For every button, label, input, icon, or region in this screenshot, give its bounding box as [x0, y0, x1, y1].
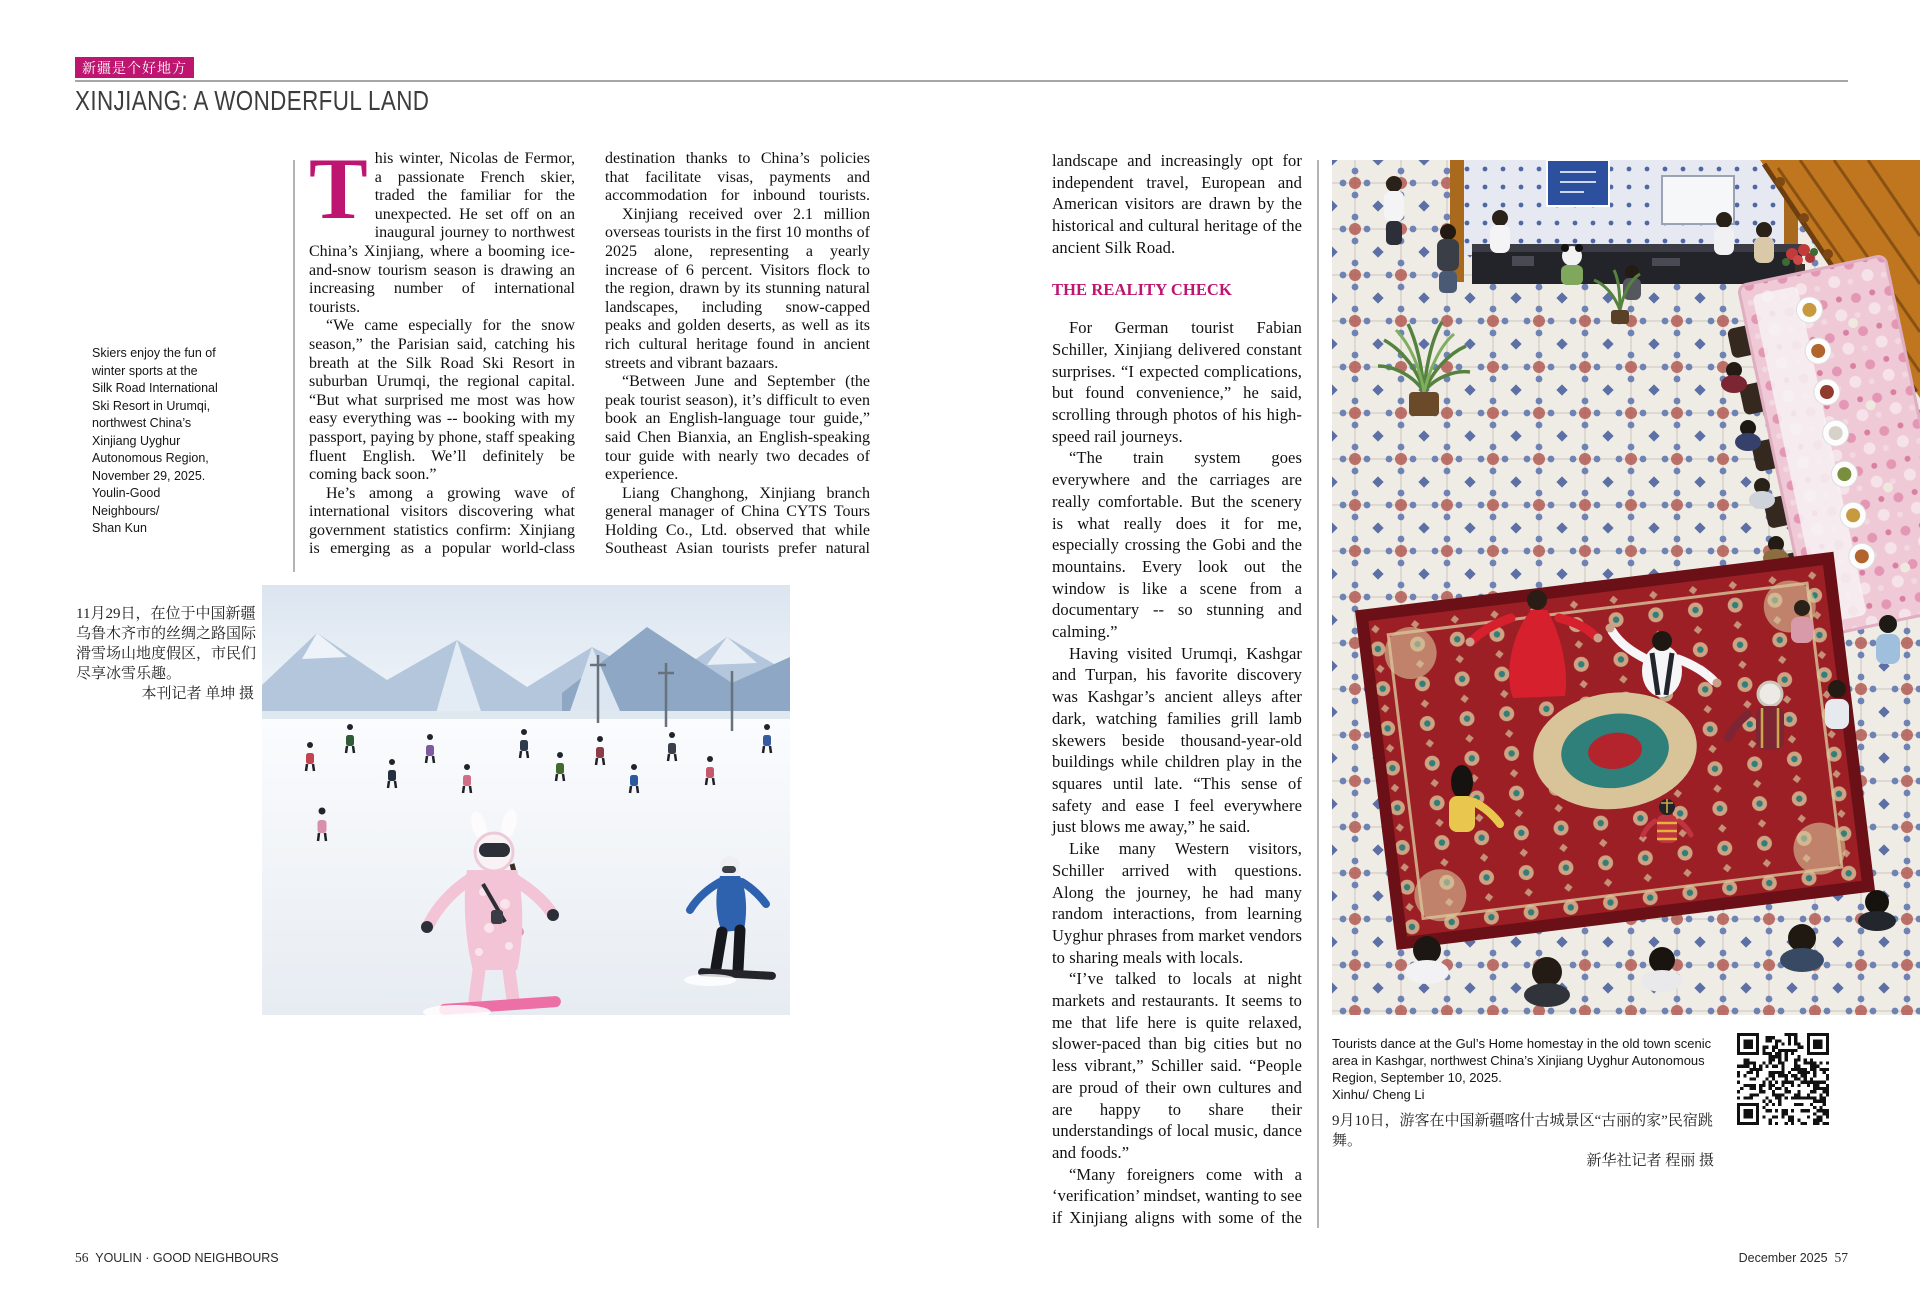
top-rule: [75, 80, 1848, 82]
ski-caption-en-block: [92, 345, 220, 538]
dance-caption-zh: 9月10日，游客在中国新疆喀什古城景区“古丽的家”民宿跳舞。: [1332, 1113, 1713, 1149]
page-number-left: 56: [75, 1250, 89, 1265]
paragraph: “We came especially for the snow season,” the Parisian said, catching his breath at the Silk Road Ski Resort in suburban Urumqi, the regional capital. “But what surprised me most was how easy everything was -- booking with my passport, paying by phone, staff speaking fluent English. We’ll definitely be coming back soon.”: [309, 317, 575, 484]
column-rule-left: [293, 160, 295, 572]
footer-left: [75, 1250, 279, 1266]
ski-photo: [262, 585, 790, 1015]
column-3: [1052, 150, 1302, 1229]
paragraph: This winter, Nicolas de Fermor, a passionate French skier, traded the familiar for the unexpected. He set off on an inaugural journey to northwest China’s Xinjiang, where a booming ice-and-snow tourism season is drawing an increasing number of international tourists.: [309, 141, 575, 316]
paragraph: He’s among a growing wave of international visitors discovering what government statistics confirm: Xinjiang is emerging as a popular world-class: [309, 484, 575, 558]
column-1: [309, 141, 575, 559]
page-title: XINJIANG: A WONDERFUL LAND: [75, 85, 430, 116]
column-rule-right: [1317, 160, 1319, 1228]
page-number-right: 57: [1834, 1250, 1848, 1265]
paragraph: “Between June and September (the peak tourist season), it’s difficult to even book an English-language tour guide,” said Chen Bianxia, an English-speaking tour guide with nearly two decades of experience.: [605, 373, 870, 484]
paragraph: “I’ve talked to locals at night markets and restaurants. It seems to me that life here is quite relaxed, slower-paced than big cities but no less vibrant,” Schiller said. “People are proud of their own cultures and are happy to share their understandings of local music, dance and foods.”: [1052, 969, 1302, 1162]
paragraph: landscape and increasingly opt for independent travel, European and American visitors are drawn by the historical and cultural heritage of the ancient Silk Road.: [1052, 151, 1302, 257]
ski-caption-credit-1: Youlin-Good Neighbours/: [92, 486, 161, 518]
ski-caption-en: Skiers enjoy the fun of winter sports at the Silk Road International Ski Resort in Urumqi, northwest China’s Xinjiang Uyghur Autonomous Region, November 29, 2025.: [92, 346, 218, 483]
subhead-reality-check: THE REALITY CHECK: [1052, 279, 1232, 299]
paragraph: “The train system goes everywhere and the carriages are really comfortable. But the scenery is what really does it for me, especially crossing the Gobi and the mountains. Every look out the window is like a scene from a documentary -- so stunning and calming.”: [1052, 448, 1302, 642]
dance-caption-en: Tourists dance at the Gul’s Home homestay in the old town scenic area in Kashgar, northwest China’s Xinjiang Uyghur Autonomous Region, September 10, 2025.: [1332, 1036, 1712, 1085]
paragraph: Having visited Urumqi, Kashgar and Turpan, his favorite discovery was Kashgar’s ancient alleys after dark, watching families grill lamb skewers beside thousand-year-old buildings while children play in the squares until late. “This sense of safety and ease I feel everywhere just blows me away,” he said.: [1052, 643, 1302, 837]
paragraph: destination thanks to China’s policies that facilitate visas, payments and accommodation for inbound tourists.: [605, 150, 870, 205]
paragraph: “Many foreigners come with a ‘verification’ mindset, wanting to see if Xinjiang aligns with some of the: [1052, 1164, 1302, 1228]
paragraph: Like many Western visitors, Schiller arrived with questions. Along the journey, he had many random interactions, from learning Uyghur phrases from market vendors to sharing meals with locals.: [1052, 839, 1302, 967]
dance-caption-credit: Xinhu/ Cheng Li: [1332, 1087, 1425, 1102]
ski-caption-zh: 11月29日，在位于中国新疆乌鲁木齐市的丝绸之路国际滑雪场山地度假区，市民们尽享冰雪乐趣。: [76, 606, 257, 682]
drop-cap: T: [309, 141, 368, 238]
dance-caption-block: [1332, 1035, 1724, 1171]
footer-right: [1739, 1250, 1848, 1266]
column-2: [605, 150, 870, 559]
ski-caption-zh-credit: 本刊记者 单坤 摄: [141, 686, 254, 702]
ski-caption-zh-block: [76, 604, 258, 704]
dance-caption-zh-credit: 新华社记者 程丽 摄: [1586, 1153, 1714, 1169]
ski-caption-credit-2: Shan Kun: [92, 521, 147, 535]
magazine-name: YOULIN · GOOD NEIGHBOURS: [95, 1251, 279, 1265]
issue-date: December 2025: [1738, 1251, 1828, 1265]
paragraph: Xinjiang received over 2.1 million overseas tourists in the first 10 months of 2025 alone, representing a yearly increase of 6 percent. Visitors flock to the region, drawn by its stunning natural landscapes, including snow-capped peaks and golden deserts, as well as its rich cultural heritage found in ancient streets and vibrant bazaars.: [605, 205, 870, 372]
paragraph: Liang Changhong, Xinjiang branch general manager of China CYTS Tours Holding Co., Ltd. observed that while Southeast Asian tourists prefer natural: [605, 484, 870, 558]
section-tag: 新疆是个好地方: [75, 57, 194, 78]
paragraph: For German tourist Fabian Schiller, Xinjiang delivered constant surprises. “I expected complications, but found convenience,” he said, scrolling through photos of his high-speed rail journeys.: [1052, 318, 1302, 446]
dance-photo: [1332, 160, 1920, 1015]
qr-code: [1737, 1033, 1829, 1125]
